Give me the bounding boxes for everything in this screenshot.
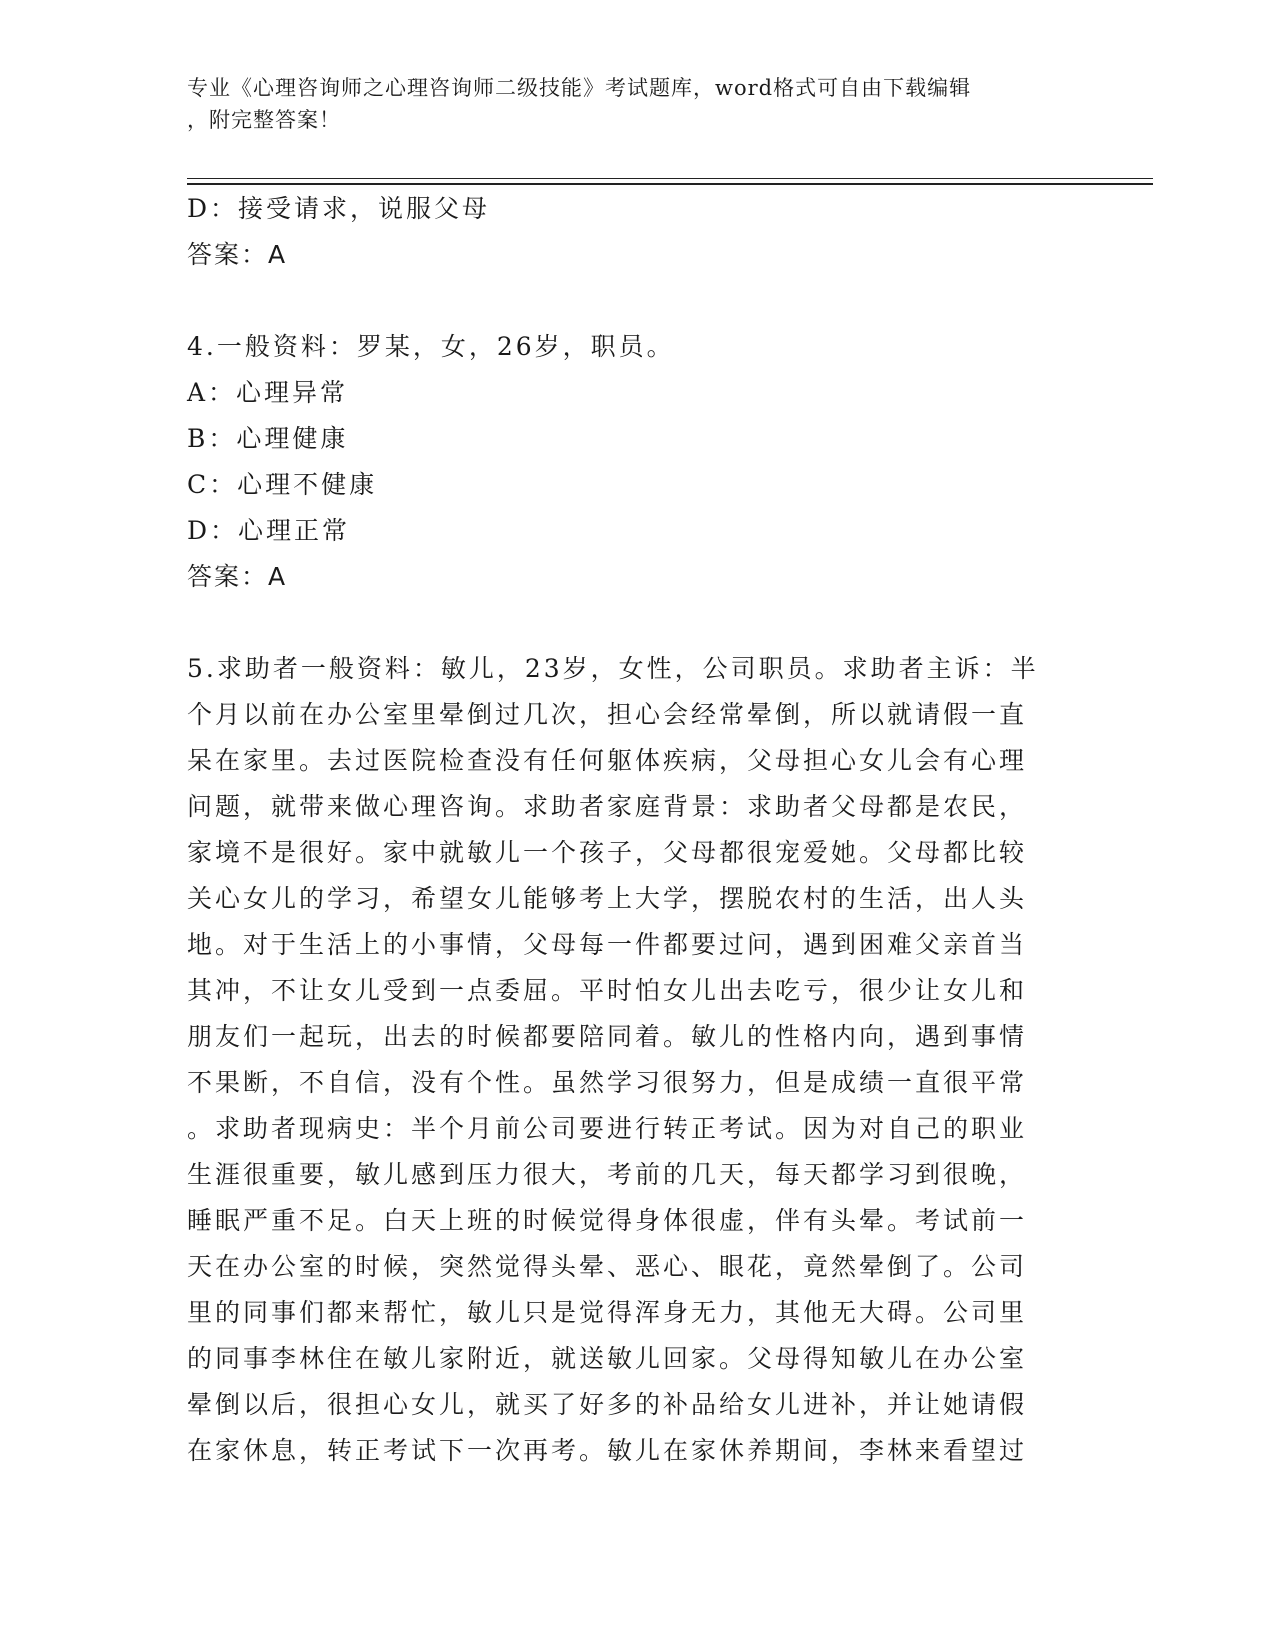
spacer <box>187 278 1067 324</box>
q5-line: 不果断，不自信，没有个性。虽然学习很努力，但是成绩一直很平常 <box>187 1068 1028 1097</box>
header-divider-thick <box>187 183 1153 185</box>
q5-line: 晕倒以后，很担心女儿，就买了好多的补品给女儿进补，并让她请假 <box>187 1390 1028 1419</box>
q4-answer: 答案：A <box>187 562 288 591</box>
q5-line: 里的同事们都来帮忙，敏儿只是觉得浑身无力，其他无大碍。公司里 <box>187 1298 1028 1327</box>
q5-line: 5.求助者一般资料：敏儿，23岁，女性，公司职员。求助者主诉：半 <box>187 654 1039 683</box>
q5-line: 天在办公室的时候，突然觉得头晕、恶心、眼花，竟然晕倒了。公司 <box>187 1252 1028 1281</box>
q5-line: 呆在家里。去过医院检查没有任何躯体疾病，父母担心女儿会有心理 <box>187 746 1028 775</box>
q4-option-b: B：心理健康 <box>187 424 349 453</box>
q5-line: 问题，就带来做心理咨询。求助者家庭背景：求助者父母都是农民， <box>187 792 1028 821</box>
q5-line: 的同事李林住在敏儿家附近，就送敏儿回家。父母得知敏儿在办公室 <box>187 1344 1028 1373</box>
document-body <box>187 186 1067 1474</box>
q4-option-c: C：心理不健康 <box>187 470 378 499</box>
q5-line: 地。对于生活上的小事情，父母每一件都要过问，遇到困难父亲首当 <box>187 930 1028 959</box>
q3-option-d: D：接受请求，说服父母 <box>187 194 491 223</box>
q4-option-a: A：心理异常 <box>187 378 349 407</box>
page-header: 专业《心理咨询师之心理咨询师二级技能》考试题库，word格式可自由下载编辑 ，附完整答案！ <box>187 76 972 132</box>
q5-line: 在家休息，转正考试下一次再考。敏儿在家休养期间，李林来看望过 <box>187 1436 1028 1465</box>
q4-question: 4.一般资料：罗某，女，26岁，职员。 <box>187 332 675 361</box>
q5-line: 家境不是很好。家中就敏儿一个孩子，父母都很宠爱她。父母都比较 <box>187 838 1028 867</box>
q5-question <box>187 646 1067 1474</box>
q3-answer: 答案：A <box>187 240 288 269</box>
spacer <box>187 600 1067 646</box>
q5-line: 睡眠严重不足。白天上班的时候觉得身体很虚，伴有头晕。考试前一 <box>187 1206 1028 1235</box>
q4-option-d: D：心理正常 <box>187 516 351 545</box>
q5-line: 朋友们一起玩，出去的时候都要陪同着。敏儿的性格内向，遇到事情 <box>187 1022 1028 1051</box>
q5-line: 关心女儿的学习，希望女儿能够考上大学，摆脱农村的生活，出人头 <box>187 884 1028 913</box>
q5-line: 。求助者现病史：半个月前公司要进行转正考试。因为对自己的职业 <box>187 1114 1028 1143</box>
q5-line: 生涯很重要，敏儿感到压力很大，考前的几天，每天都学习到很晚， <box>187 1160 1028 1189</box>
header-divider-thin <box>187 178 1153 179</box>
q5-line: 个月以前在办公室里晕倒过几次，担心会经常晕倒，所以就请假一直 <box>187 700 1028 729</box>
q5-line: 其冲，不让女儿受到一点委屈。平时怕女儿出去吃亏，很少让女儿和 <box>187 976 1028 1005</box>
